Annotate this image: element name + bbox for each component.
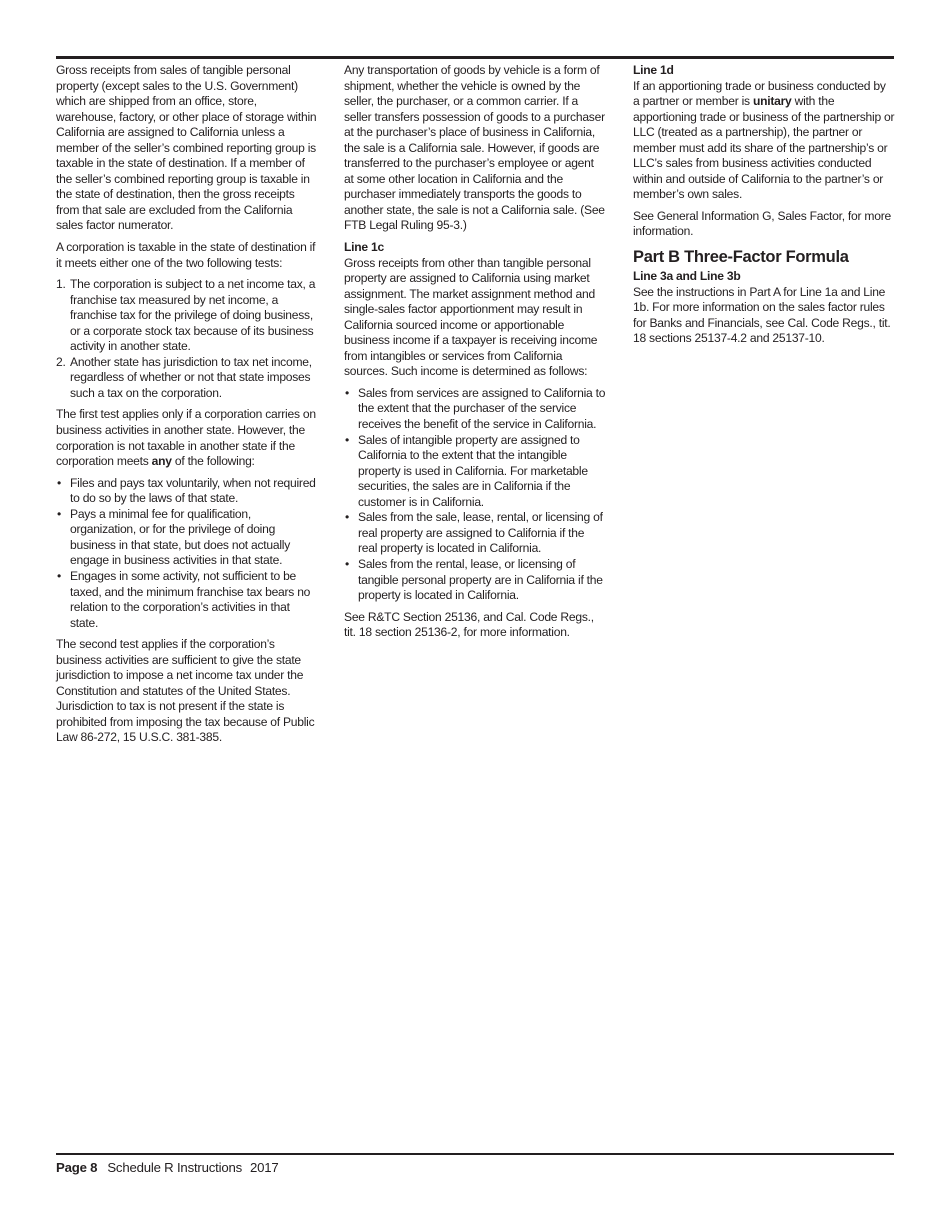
- bullet-icon: •: [345, 510, 349, 525]
- list-item: • Sales from the rental, lease, or licensing of tangible personal property are in California if the property is located in California.: [345, 556, 603, 603]
- paragraph-rtc-reference: See R&TC Section 25136, and Cal. Code Regs., tit. 18 section 25136-2, for more information.: [344, 609, 594, 640]
- heading-line-1d: Line 1d: [633, 63, 674, 77]
- paragraph-general-info-reference: See General Information G, Sales Factor, for more information.: [633, 208, 891, 239]
- paragraph-transportation: Any transportation of goods by vehicle is a form of shipment, whether the vehicle is owned by the seller, the purchaser, or a common carrier. If a seller transfers possession of goods to a purchaser at the purchaser’s place of business in California, the sale is a California sale. However, if goods are transferred to the purchaser’s employee or agent at some other location in California and the purchaser immediately transports the goods to another state, the sale is not a California sale. (See FTB Legal Ruling 95-3.): [344, 63, 605, 233]
- document-year: 2017: [250, 1160, 279, 1175]
- paragraph-second-test: The second test applies if the corporation’s business activities are sufficient to give the state jurisdiction to impose a net income tax under the Constitution and statutes of the United States. Jurisdiction to tax is not present if the state is prohibited from imposing the tax because of Public Law 86-272, 15 U.S.C. 381-385.: [56, 637, 315, 745]
- conditions-list: [56, 476, 318, 631]
- paragraph-market-assignment: Gross receipts from other than tangible personal property are assigned to California using market assignment. The market assignment method and single-sales factor apportionment may result in California sourced income or apportionable business income if a taxpayer is receiving income from intangibles or services from California sources. Such income is determined as follows:: [344, 255, 598, 379]
- section-title-part-b: Part B Three-Factor Formula: [633, 248, 849, 267]
- page-number: Page 8: [56, 1160, 98, 1175]
- heading-line-3a-3b: Line 3a and Line 3b: [633, 269, 741, 284]
- column-2: [344, 63, 606, 647]
- list-item: 1. The corporation is subject to a net income tax, a franchise tax measured by net income, a franchise tax for the privilege of doing business, or a corporate stock tax because of its business activity in another state.: [56, 277, 316, 354]
- paragraph-banks-financials: See the instructions in Part A for Line 1a and Line 1b. For more information on the sales factor rules for Banks and Financials, see Cal. Code Regs., tit. 18 sections 25137-4.2 and 25137-10.: [633, 284, 891, 346]
- bullet-icon: •: [345, 385, 349, 400]
- list-item: 2. Another state has jurisdiction to tax net income, regardless of whether or not that state imposes such a tax on the corporation.: [56, 354, 312, 400]
- income-sources-list: [344, 386, 606, 604]
- document-title: Schedule R Instructions: [107, 1160, 243, 1175]
- list-item: • Sales of intangible property are assigned to California to the extent that the intangible property is used in California. For marketable securities, the sales are in California if the customer is in California.: [345, 432, 588, 509]
- bullet-icon: •: [57, 568, 61, 583]
- list-item: • Files and pays tax voluntarily, when not required to do so by the laws of that state.: [57, 475, 316, 506]
- heading-line-1c: Line 1c: [344, 240, 384, 255]
- column-1: [56, 63, 318, 752]
- paragraph-first-test: The first test applies only if a corporation carries on business activities in another state. However, the corporation is not taxable in another state if the corporation meets any of the following:: [56, 407, 316, 469]
- bullet-icon: •: [57, 475, 61, 490]
- list-item: • Sales from services are assigned to California to the extent that the purchaser of the service receives the benefit of the service in California.: [345, 385, 606, 432]
- page-footer: [56, 1159, 279, 1176]
- list-item: • Engages in some activity, not sufficient to be taxed, and the minimum franchise tax bears no relation to the corporation’s activities in that state.: [57, 568, 311, 630]
- list-item: • Sales from the sale, lease, rental, or licensing of real property are assigned to California if the real property is located in California.: [345, 510, 603, 556]
- top-rule: [56, 56, 894, 59]
- column-3: [633, 63, 895, 353]
- tests-list: [56, 277, 318, 401]
- paragraph-taxable-tests-intro: A corporation is taxable in the state of destination if it meets either one of the two following tests:: [56, 240, 316, 270]
- bottom-rule: [56, 1153, 894, 1155]
- bullet-icon: •: [57, 506, 61, 521]
- paragraph-unitary-partner: If an apportioning trade or business conducted by a partner or member is unitary with the apportioning trade or business of the partnership or LLC (treated as a partnership), the partner or member must add its share of the partnership’s or LLC’s sales from business activities conducted within and outside of California to the partner’s or member’s own sales.: [633, 78, 895, 202]
- bullet-icon: •: [345, 432, 349, 447]
- list-item: • Pays a minimal fee for qualification, organization, or for the privilege of doing business in that state, but does not actually engage in business activities in that state.: [57, 506, 291, 568]
- bullet-icon: •: [345, 556, 349, 571]
- paragraph-tangible-receipts: Gross receipts from sales of tangible personal property (except sales to the U.S. Government) which are shipped from an office, store, warehouse, factory, or other place of storage within California are assigned to California unless a member of the seller’s combined reporting group is taxable in the state of destination. If a member of the seller’s combined reporting group is taxable in the state of destination, then the gross receipts from that sale are excluded from the California sales factor numerator.: [56, 63, 317, 233]
